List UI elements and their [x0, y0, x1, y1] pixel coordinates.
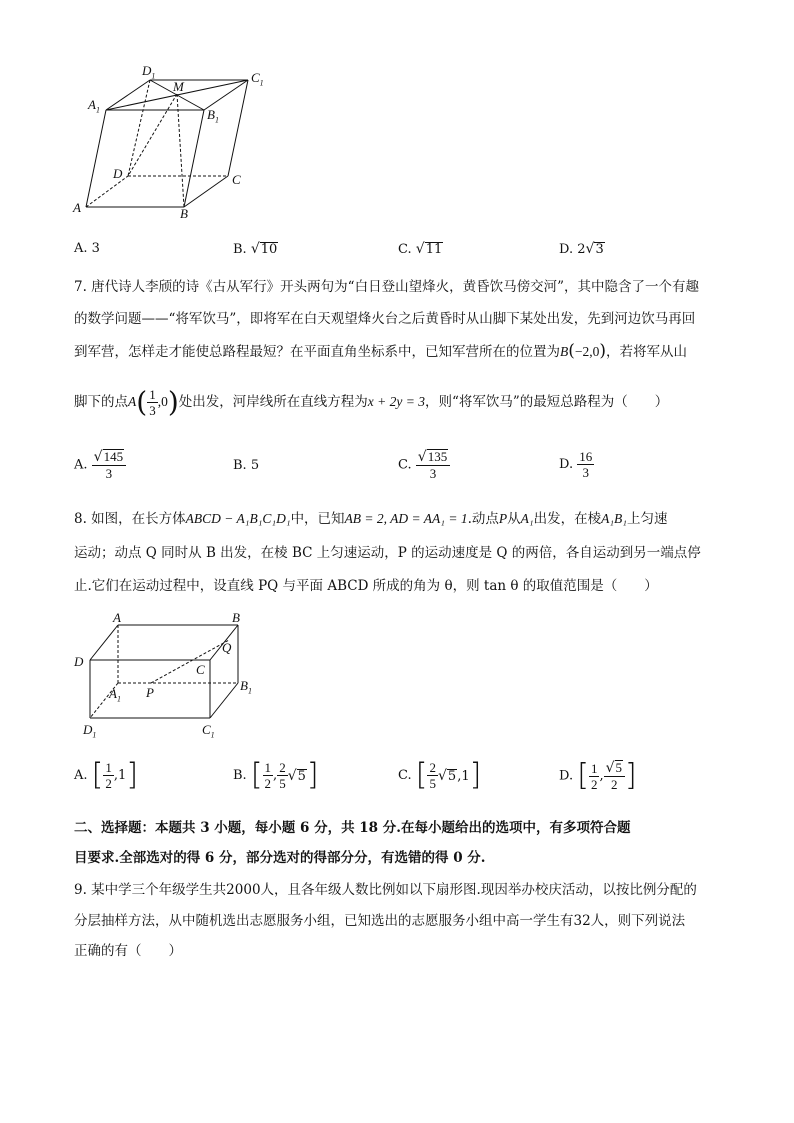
q8-option-b[interactable]: B. [ $\frac{1}{2}$ , $\frac{2}{5}$ √5] [233, 757, 319, 793]
label-b1: $B_1$ [207, 107, 219, 125]
label-a1: $A_1$ [88, 97, 100, 115]
q8-option-c[interactable]: C. [ $\frac{2}{5}$ √5,1] [398, 757, 482, 793]
label-a: A [73, 200, 81, 215]
q7-line-2: 的数学问题——“将军饮马”，即将军在白天观望烽火台之后黄昏时从山脚下某处出发，先到河边饮马再回 [74, 311, 696, 327]
q9-line-1: 9. 某中学三个年级学生共2000人，且各年级人数比例如以下扇形图.现因举办校庆活动，以按比例分配的 [74, 882, 697, 898]
label-a: A [113, 610, 121, 625]
label-c: C [232, 172, 241, 187]
q6-option-a[interactable]: A. 3 [74, 241, 100, 256]
label-b: B [232, 610, 240, 625]
label-d1: $D_1$ [142, 63, 156, 81]
figure-cuboid [85, 615, 255, 725]
q9-line-3: 正确的有（ ） [74, 943, 182, 959]
label-c: C [196, 662, 205, 677]
q7-option-b[interactable]: B. 5 [233, 458, 260, 473]
q8-line-2: 运动；动点 Q 同时从 B 出发，在棱 BC 上匀速运动，P 的运动速度是 Q 的两倍，各自运动到另一端点停 [74, 545, 701, 561]
label-m: M [173, 79, 184, 94]
q9-line-2: 分层抽样方法，从中随机选出志愿服务小组，已知选出的志愿服务小组中高一学生有32人，则下列说法 [74, 913, 686, 929]
q7-line-1: 7. 唐代诗人李颀的诗《古从军行》开头两句为“白日登山望烽火，黄昏饮马傍交河”，其中隐含了一个有趣 [74, 279, 699, 295]
section2-heading-line-2: 目要求.全部选对的得 6 分，部分选对的得部分分，有选错的得 0 分. [74, 850, 486, 866]
q6-option-c[interactable]: C. √11 [398, 241, 443, 257]
q7-line-3: 到军营，怎样走才能使总路程最短？在平面直角坐标系中，已知军营所在的位置为B(−2,0)，若将军从山 [74, 341, 688, 361]
q7-option-a[interactable]: A. $\frac{√145}{3}$ [74, 449, 126, 481]
q8-option-a[interactable]: A. [ $\frac{1}{2}$ ,1] [74, 757, 139, 793]
label-d: D [113, 166, 123, 181]
label-d1: $D_1$ [83, 722, 97, 740]
label-q: Q [222, 640, 232, 655]
q8-option-d[interactable]: D. [ $\frac{1}{2}$ , $\frac{√5}{2}$ ] [559, 758, 637, 793]
q8-line-3: 止.它们在运动过程中，设直线 PQ 与平面 ABCD 所成的角为 θ，则 tan θ 的取值范围是（ ） [74, 578, 658, 594]
section2-heading-line-1: 二、选择题：本题共 3 小题，每小题 6 分，共 18 分.在每小题给出的选项中，有多项符合题 [74, 820, 631, 836]
q6-option-b[interactable]: B. √10 [233, 241, 278, 257]
label-d: D [74, 654, 84, 669]
q7-line-4: 脚下的点A( $\frac{1}{3}$ ,0)处出发，河岸线所在直线方程为x + 2y = 3，则“将军饮马”的最短总路程为（ ） [74, 385, 669, 419]
q7-option-c[interactable]: C. $\frac{√135}{3}$ [398, 449, 450, 481]
q8-line-1: 8. 如图，在长方体ABCD − A₁B₁C₁D₁中，已知AB = 2, AD = AA₁ = 1.动点P从A₁出发，在棱A₁B₁上匀速 [74, 511, 668, 527]
label-p: P [146, 685, 154, 700]
label-a1: $A_1$ [109, 686, 121, 704]
q7-option-d[interactable]: D. $\frac{16}{3}$ [559, 449, 593, 480]
q6-option-d[interactable]: D. 2√3 [559, 241, 604, 257]
label-b1: $B_1$ [240, 678, 252, 696]
label-b: B [180, 206, 188, 221]
label-c1: $C_1$ [202, 722, 215, 740]
label-c1: $C_1$ [251, 70, 264, 88]
